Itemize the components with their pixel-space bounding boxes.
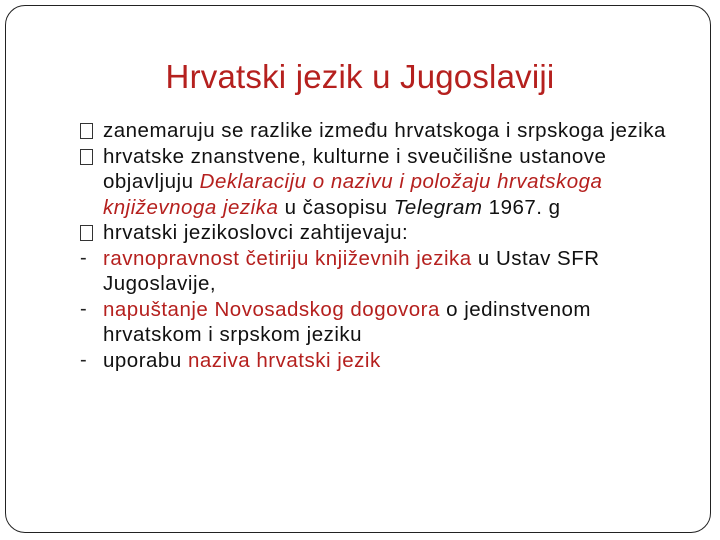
bullet-text: hrvatske znanstvene, kulturne i sveučilišne ustanove objavljuju [103,144,607,193]
dash-bullet-icon: - [80,297,88,320]
sub-bullet-item [80,297,680,348]
dash-bullet-icon: - [80,348,88,371]
bullet-item [80,220,680,246]
bullet-text: zanemaruju se razlike između hrvatskoga i srpskoga jezika [103,119,666,142]
bullet-list [80,118,680,373]
bullet-text: o jedinstvenom hrvatskom i srpskom jeziku [103,297,591,346]
bullet-item [80,144,680,221]
square-bullet-icon [80,123,93,139]
bullet-text: 1967. g [482,195,561,219]
bullet-text: u časopisu [278,195,394,219]
bullet-box-icon [80,118,100,144]
bullet-text: Deklaraciju o nazivu i položaju hrvatskoga književnoga jezika [103,170,603,219]
bullet-text: u Ustav SFR Jugoslavije, [103,246,600,295]
square-bullet-icon [80,149,93,165]
square-bullet-icon [80,225,93,241]
bullet-item [80,118,680,144]
bullet-text: hrvatski jezikoslovci zahtijevaju: [103,221,409,244]
sub-bullet-item [80,348,680,374]
slide-title: Hrvatski jezik u Jugoslaviji [165,58,555,95]
bullet-text: napuštanje Novosadskog dogovora [103,297,440,321]
bullet-text: uporabu [103,348,188,372]
bullet-text: ravnopravnost četiriju književnih jezika [103,246,472,270]
bullet-box-icon [80,220,100,246]
dash-bullet-icon: - [80,246,88,269]
bullet-text: naziva hrvatski jezik [187,348,381,372]
sub-bullet-item [80,246,680,297]
bullet-text: Telegram [393,195,483,219]
bullet-box-icon [80,144,100,170]
